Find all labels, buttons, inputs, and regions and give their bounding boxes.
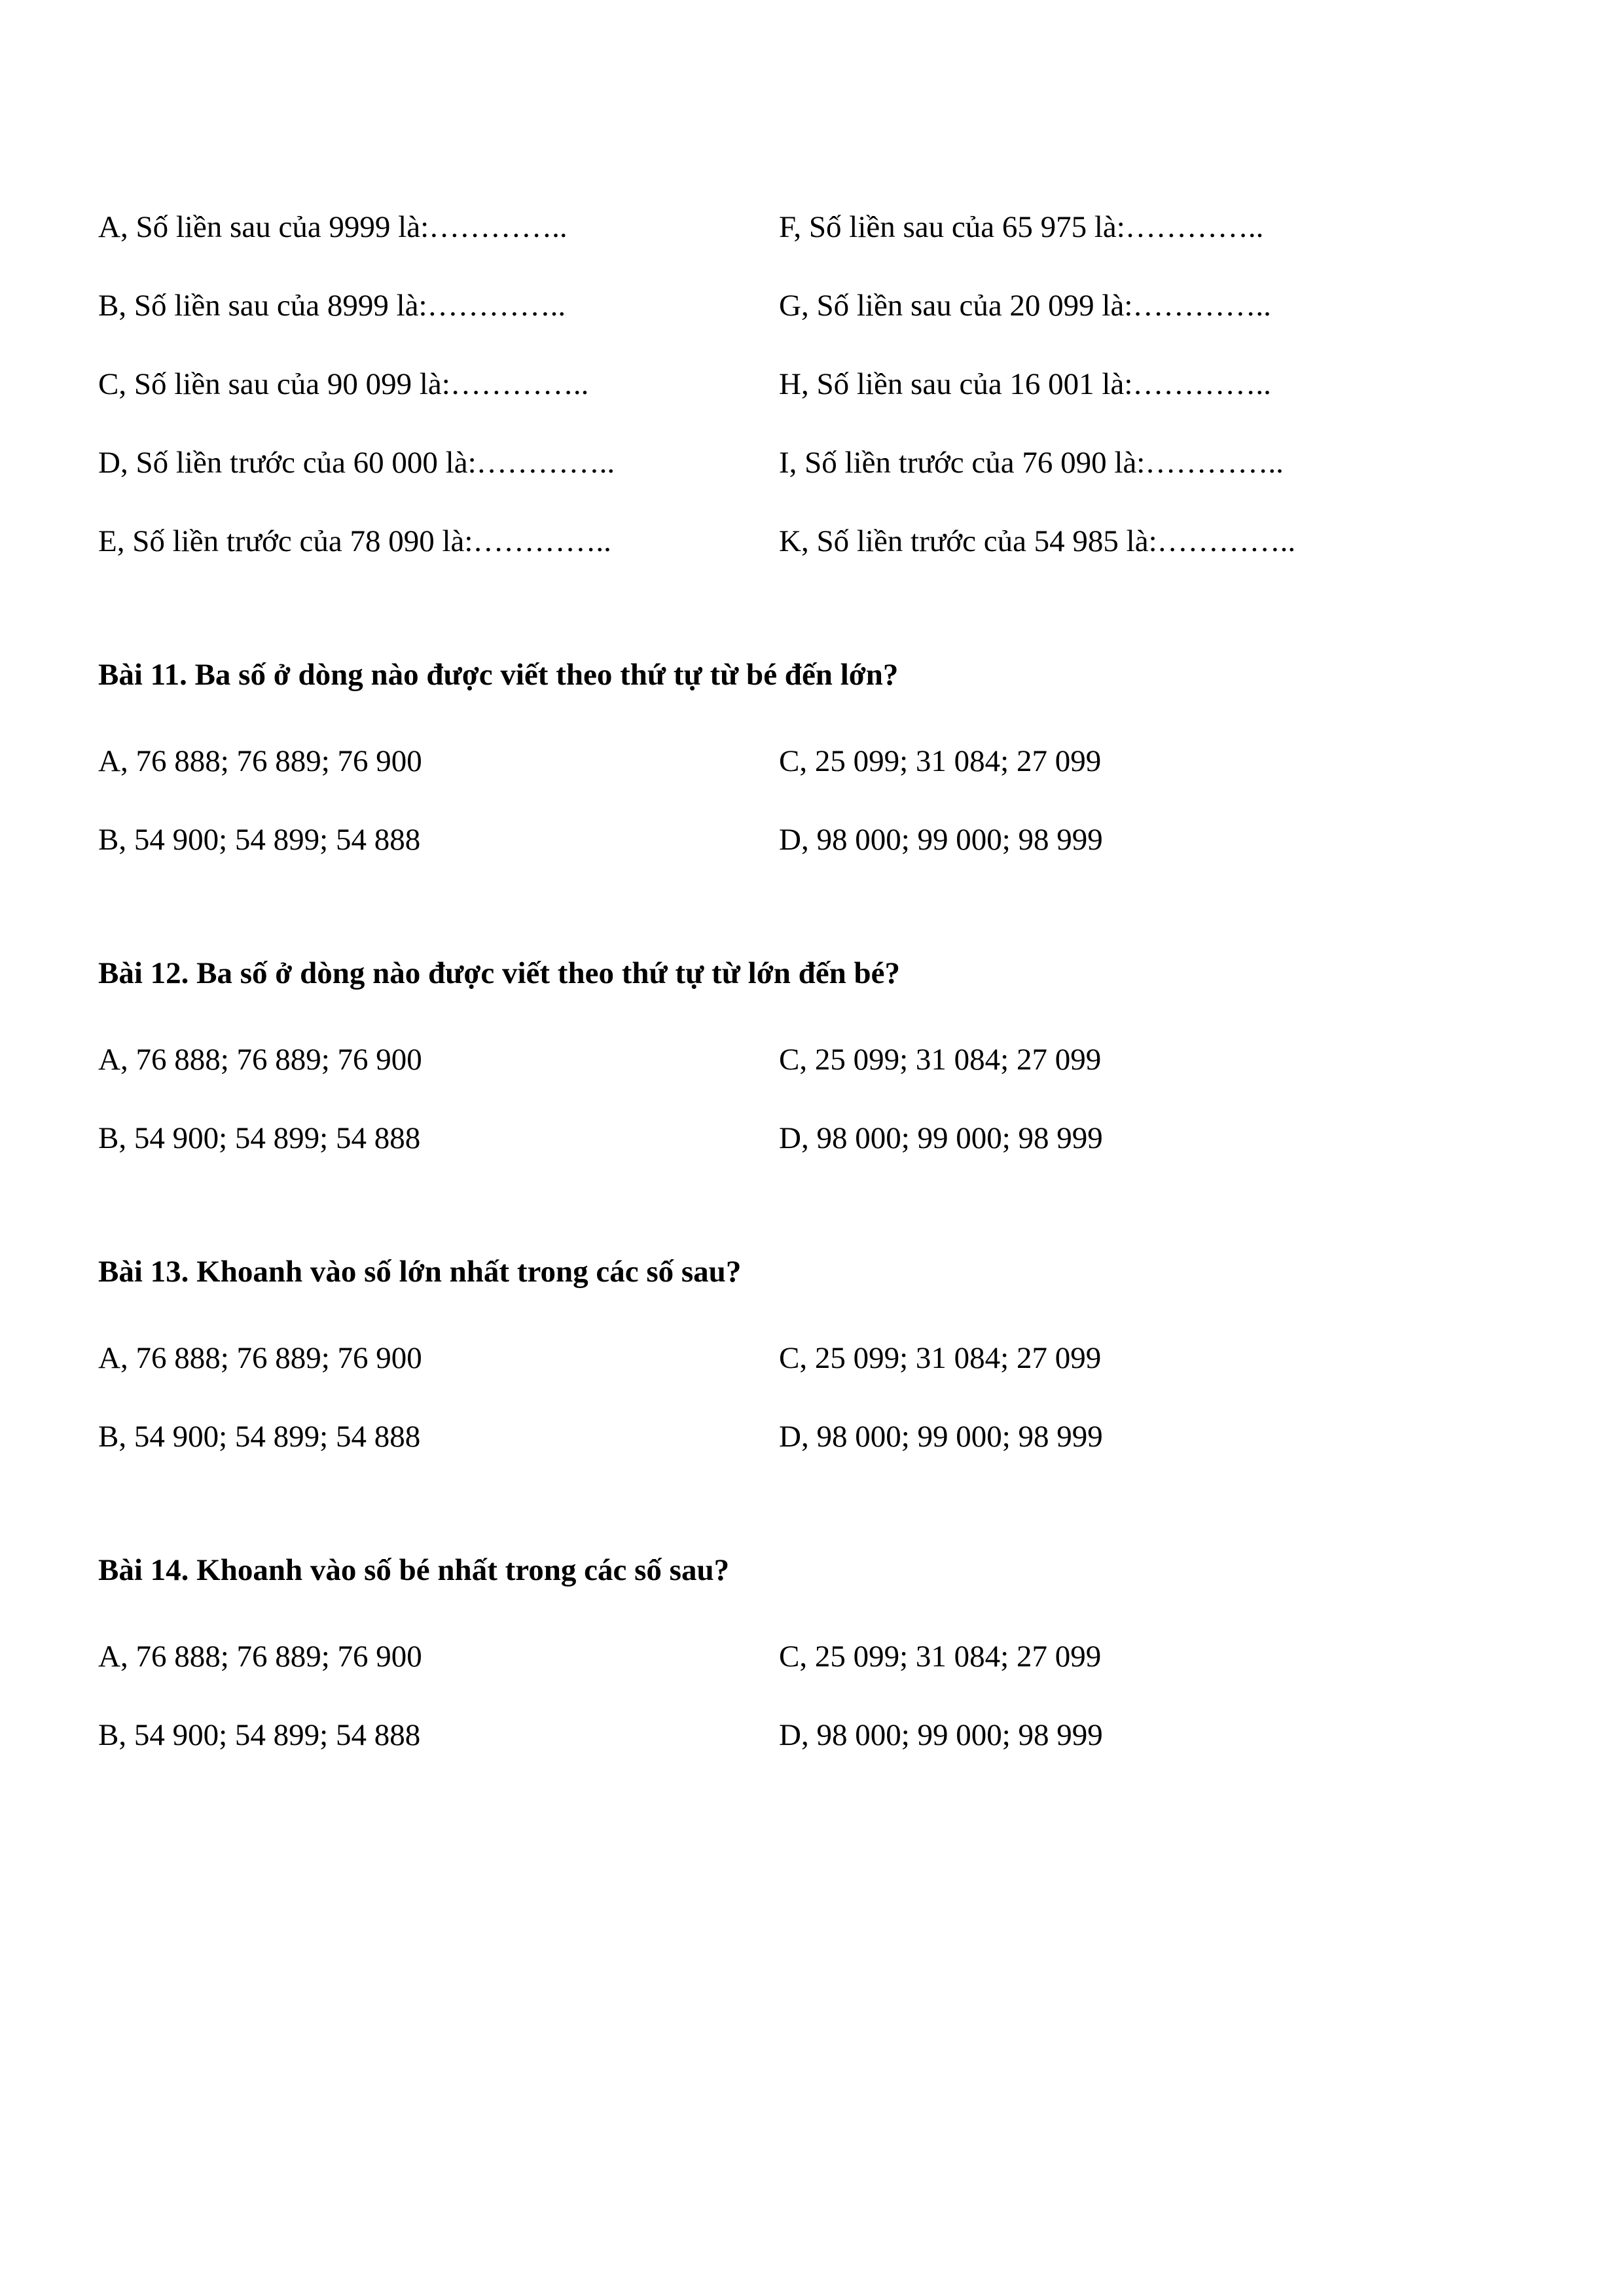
option-row (98, 1419, 1526, 1454)
exercise-title: Bài 13. Khoanh vào số lớn nhất trong các số sau? (98, 1255, 742, 1289)
fill-in-row (98, 209, 1526, 245)
option-row (98, 1042, 1526, 1077)
fill-in-row (98, 367, 1526, 402)
option-row (98, 744, 1526, 779)
exercise-bai-13 (98, 1254, 1526, 1454)
option-b: B, 54 900; 54 899; 54 888 (98, 1718, 421, 1752)
fill-in-item-b: B, Số liền sau của 8999 là:………….. (98, 289, 566, 323)
exercise-title: Bài 14. Khoanh vào số bé nhất trong các số sau? (98, 1553, 730, 1587)
option-d: D, 98 000; 99 000; 98 999 (779, 1121, 1103, 1155)
option-a: A, 76 888; 76 889; 76 900 (98, 1640, 422, 1674)
option-b: B, 54 900; 54 899; 54 888 (98, 1420, 421, 1454)
option-row (98, 1121, 1526, 1156)
exercise-bai-14 (98, 1552, 1526, 1753)
option-a: A, 76 888; 76 889; 76 900 (98, 744, 422, 778)
option-d: D, 98 000; 99 000; 98 999 (779, 1718, 1103, 1752)
option-row (98, 822, 1526, 857)
fill-in-section (98, 209, 1526, 559)
option-c: C, 25 099; 31 084; 27 099 (779, 1043, 1102, 1077)
fill-in-item-k: K, Số liền trước của 54 985 là:………….. (779, 524, 1296, 558)
option-a: A, 76 888; 76 889; 76 900 (98, 1043, 422, 1077)
fill-in-item-c: C, Số liền sau của 90 099 là:………….. (98, 367, 589, 401)
fill-in-row (98, 445, 1526, 480)
fill-in-item-d: D, Số liền trước của 60 000 là:………….. (98, 446, 615, 480)
fill-in-item-a: A, Số liền sau của 9999 là:………….. (98, 210, 568, 244)
option-a: A, 76 888; 76 889; 76 900 (98, 1341, 422, 1375)
option-c: C, 25 099; 31 084; 27 099 (779, 1640, 1102, 1674)
option-d: D, 98 000; 99 000; 98 999 (779, 823, 1103, 857)
option-b: B, 54 900; 54 899; 54 888 (98, 1121, 421, 1155)
exercise-bai-12 (98, 956, 1526, 1156)
exercise-title: Bài 12. Ba số ở dòng nào được viết theo thứ tự từ lớn đến bé? (98, 956, 901, 990)
option-row (98, 1340, 1526, 1376)
fill-in-row (98, 524, 1526, 559)
fill-in-item-i: I, Số liền trước của 76 090 là:………….. (779, 446, 1284, 480)
option-row (98, 1717, 1526, 1753)
option-row (98, 1639, 1526, 1674)
option-c: C, 25 099; 31 084; 27 099 (779, 744, 1102, 778)
fill-in-row (98, 288, 1526, 323)
option-c: C, 25 099; 31 084; 27 099 (779, 1341, 1102, 1375)
exercise-title: Bài 11. Ba số ở dòng nào được viết theo thứ tự từ bé đến lớn? (98, 658, 899, 692)
exercise-bai-11 (98, 657, 1526, 857)
fill-in-item-g: G, Số liền sau của 20 099 là:………….. (779, 289, 1271, 323)
fill-in-item-e: E, Số liền trước của 78 090 là:………….. (98, 524, 611, 558)
fill-in-item-h: H, Số liền sau của 16 001 là:………….. (779, 367, 1271, 401)
option-d: D, 98 000; 99 000; 98 999 (779, 1420, 1103, 1454)
option-b: B, 54 900; 54 899; 54 888 (98, 823, 421, 857)
fill-in-item-f: F, Số liền sau của 65 975 là:………….. (779, 210, 1264, 244)
